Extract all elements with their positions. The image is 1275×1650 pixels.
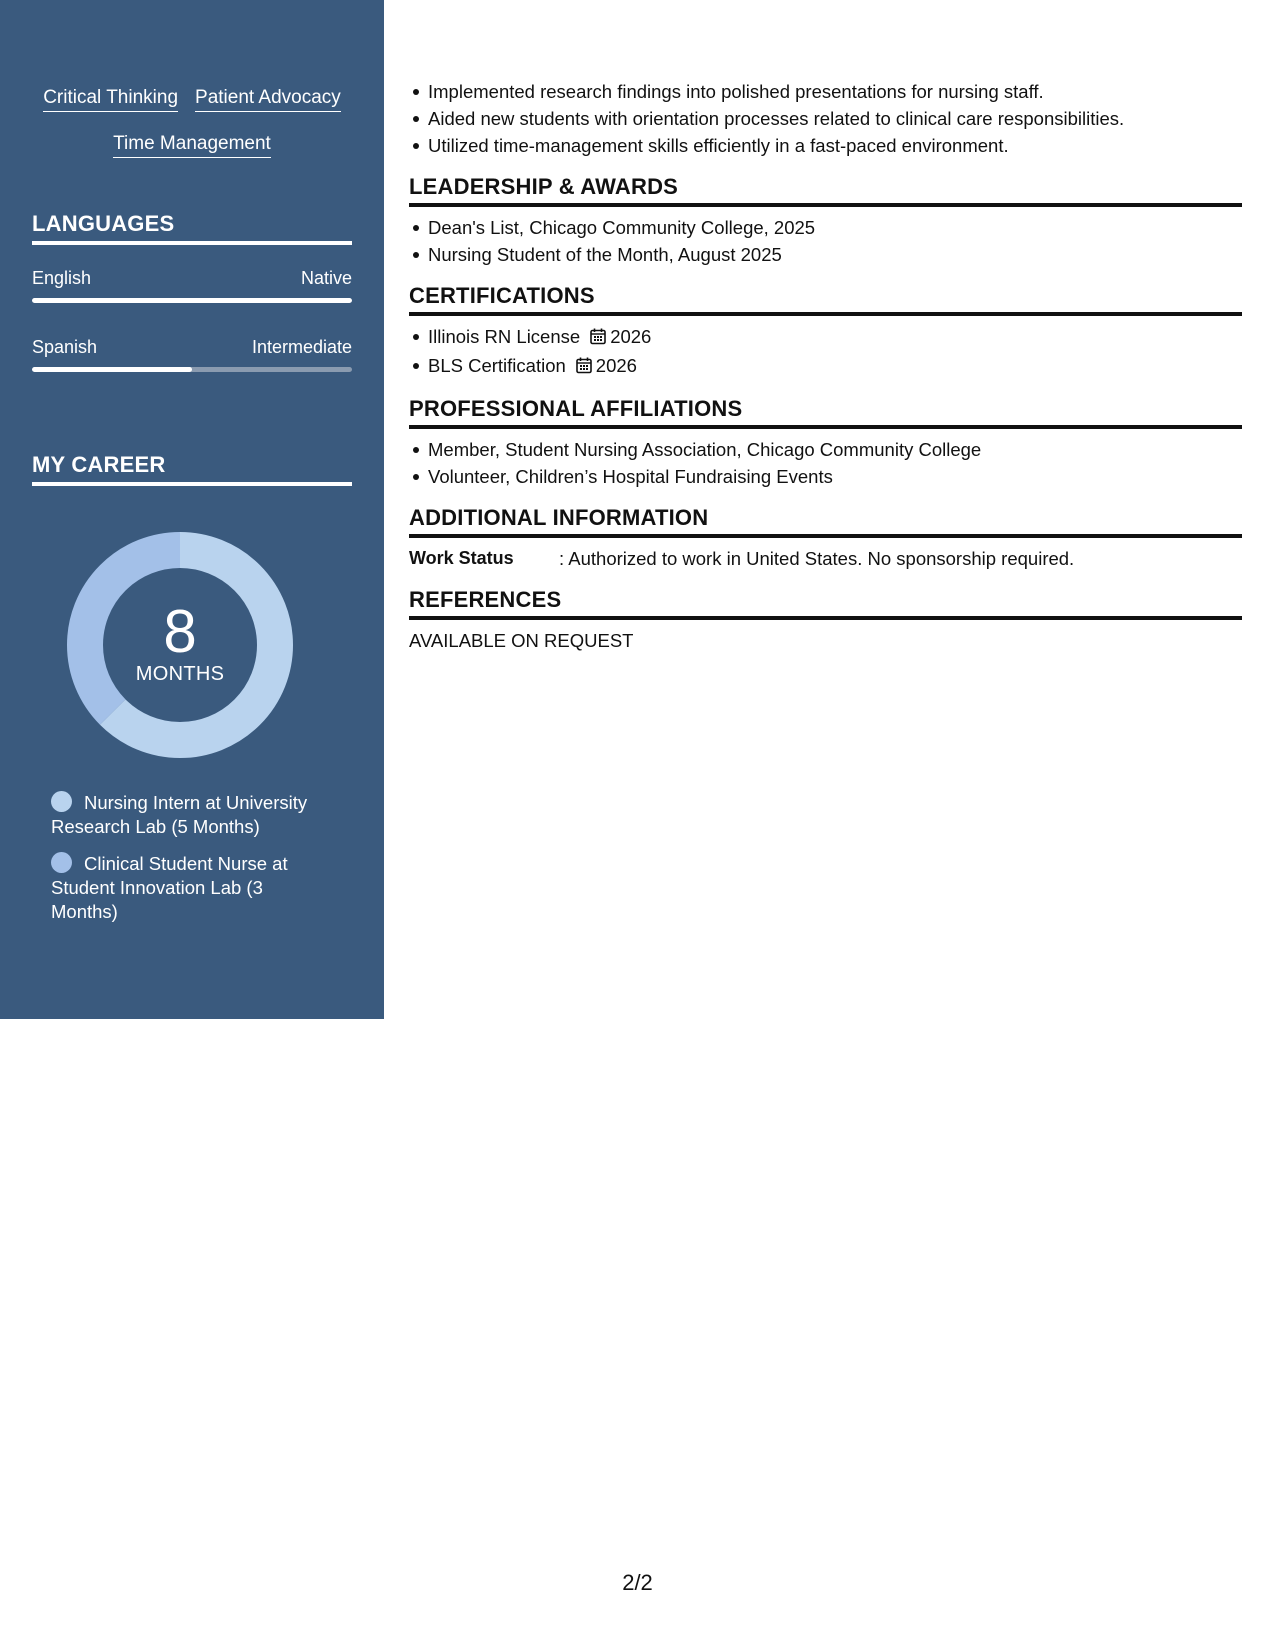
legend-dot-icon: [51, 791, 72, 812]
language-name: Spanish: [32, 337, 98, 357]
sidebar: [0, 0, 384, 1019]
career-total-unit: MONTHS: [135, 662, 225, 685]
legend-dot-icon: [51, 852, 72, 873]
leadership-list: [409, 214, 1242, 268]
list-item: Member, Student Nursing Association, Chicago Community College: [428, 436, 1242, 463]
language-proficiency-fill: [32, 367, 192, 372]
affiliations-list: [409, 436, 1242, 490]
section-title-affiliations: PROFESSIONAL AFFILIATIONS: [409, 396, 1242, 429]
section-title-additional: ADDITIONAL INFORMATION: [409, 505, 1242, 538]
career-legend: [51, 791, 321, 937]
language-proficiency-bar: [32, 367, 352, 372]
section-title-leadership: LEADERSHIP & AWARDS: [409, 174, 1242, 207]
language-spanish: [32, 337, 352, 372]
work-status-row: [409, 545, 1242, 572]
work-status-label: Work Status: [409, 548, 514, 568]
list-item: Implemented research findings into polished presentations for nursing staff.: [428, 78, 1242, 105]
section-title-certifications: CERTIFICATIONS: [409, 283, 1242, 316]
list-item: Aided new students with orientation processes related to clinical care responsibilities.: [428, 105, 1242, 132]
certification-year: 2026: [595, 355, 637, 376]
career-heading: MY CAREER: [32, 452, 352, 486]
language-proficiency-bar: [32, 298, 352, 303]
language-level: Native: [300, 268, 352, 288]
work-status-value: : Authorized to work in United States. No sponsorship required.: [559, 548, 1075, 569]
main-content: [409, 78, 1242, 654]
career-donut-chart: [66, 531, 294, 759]
list-item: Nursing Student of the Month, August 2025: [428, 241, 1242, 268]
references-text: AVAILABLE ON REQUEST: [409, 630, 634, 651]
certification-name: BLS Certification: [428, 355, 566, 376]
career-legend-item: [51, 791, 321, 839]
skill-tag[interactable]: Critical Thinking: [43, 86, 178, 112]
section-title-references: REFERENCES: [409, 587, 1242, 620]
career-total-months: 8: [163, 597, 197, 665]
skills-list: [32, 86, 352, 178]
skill-tag[interactable]: Patient Advocacy: [195, 86, 341, 112]
language-english: [32, 268, 352, 303]
list-item: [428, 352, 1242, 381]
calendar-icon: [590, 325, 606, 352]
calendar-icon: [576, 354, 592, 381]
list-item: Utilized time-management skills efficiently in a fast-paced environment.: [428, 132, 1242, 159]
skills-row: [32, 86, 352, 112]
career-legend-label: Clinical Student Nurse at Student Innovation Lab (3 Months): [51, 853, 288, 922]
career-legend-item: [51, 852, 321, 924]
list-item: Volunteer, Children’s Hospital Fundraising Events: [428, 463, 1242, 490]
certifications-list: [409, 323, 1242, 381]
languages-heading: LANGUAGES: [32, 211, 352, 245]
skill-tag[interactable]: Time Management: [113, 132, 271, 158]
career-legend-label: Nursing Intern at University Research Lab (5 Months): [51, 792, 308, 837]
list-item: Dean's List, Chicago Community College, 2025: [428, 214, 1242, 241]
experience-bullets: [409, 78, 1242, 159]
language-proficiency-fill: [32, 298, 352, 303]
certification-year: 2026: [610, 326, 652, 347]
language-name: English: [32, 268, 92, 288]
page-number: 2/2: [622, 1570, 653, 1595]
list-item: [428, 323, 1242, 352]
skills-row: [32, 132, 352, 158]
language-level: Intermediate: [251, 337, 352, 357]
career-donut-center: [66, 531, 294, 759]
certification-name: Illinois RN License: [428, 326, 581, 347]
